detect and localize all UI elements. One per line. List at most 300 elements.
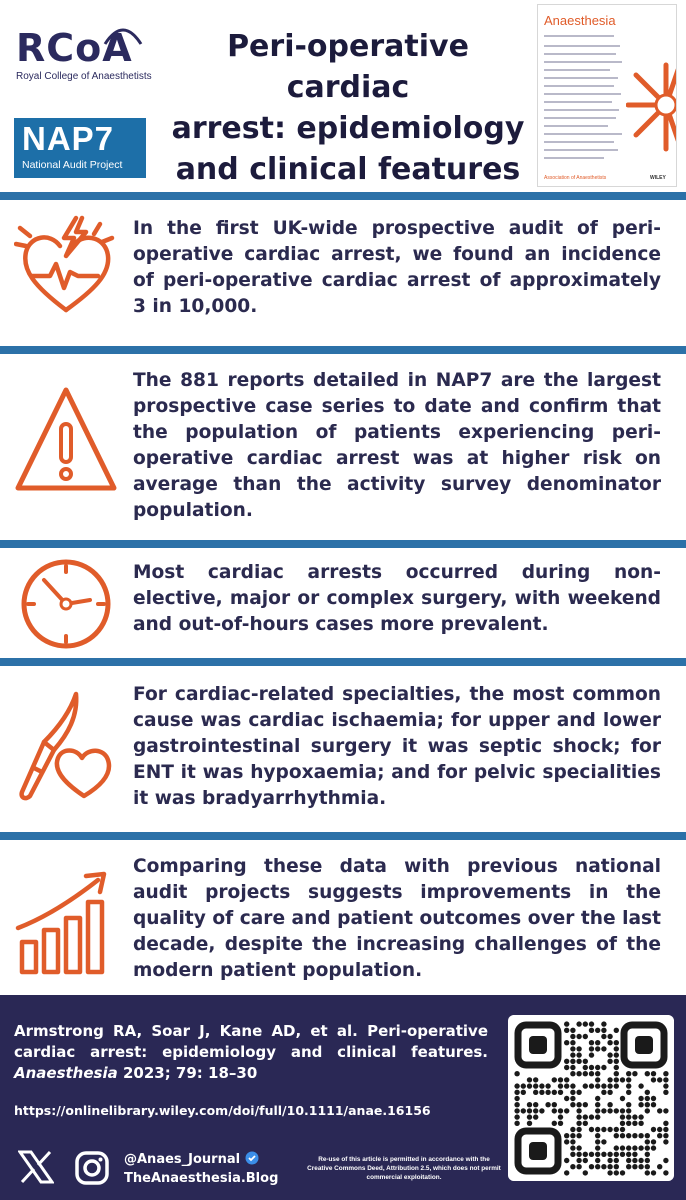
qr-module <box>645 1158 650 1163</box>
qr-module <box>595 1108 600 1113</box>
nap7-title: NAP7 <box>22 120 115 157</box>
qr-module <box>589 1065 594 1070</box>
qr-module <box>570 1127 575 1132</box>
qr-module <box>576 1090 581 1095</box>
qr-module <box>657 1108 662 1113</box>
qr-module <box>626 1077 631 1082</box>
qr-module <box>570 1090 575 1095</box>
qr-module <box>651 1170 656 1175</box>
qr-module <box>589 1021 594 1026</box>
qr-module <box>539 1083 544 1088</box>
qr-module <box>626 1083 631 1088</box>
qr-module <box>632 1133 637 1138</box>
qr-module <box>632 1145 637 1150</box>
qr-module <box>632 1071 637 1076</box>
qr-module <box>645 1071 650 1076</box>
qr-module <box>657 1127 662 1132</box>
journal-text-line <box>544 85 614 87</box>
instagram-icon[interactable] <box>74 1150 110 1186</box>
qr-module <box>620 1127 625 1132</box>
qr-module <box>645 1102 650 1107</box>
qr-module <box>620 1108 625 1113</box>
qr-module <box>595 1164 600 1169</box>
qr-module <box>607 1170 612 1175</box>
qr-module <box>576 1071 581 1076</box>
finding-section-1 <box>0 200 686 346</box>
qr-module <box>607 1158 612 1163</box>
journal-text-line <box>544 149 618 151</box>
qr-module <box>533 1108 538 1113</box>
qr-module <box>620 1077 625 1082</box>
qr-module <box>614 1040 619 1045</box>
qr-module <box>539 1108 544 1113</box>
qr-module <box>620 1114 625 1119</box>
finding-text-5: Comparing these data with previous national audit projects suggests improvements in the quality of care and patient outcomes over the last decade, despite the increasing challenges of the modern patient population. <box>133 856 661 981</box>
qr-module <box>589 1164 594 1169</box>
qr-module <box>595 1158 600 1163</box>
qr-module <box>533 1114 538 1119</box>
qr-module <box>589 1071 594 1076</box>
title-line-3: and clinical features <box>175 152 521 187</box>
qr-module <box>564 1028 569 1033</box>
qr-module <box>614 1158 619 1163</box>
qr-module <box>527 1121 532 1126</box>
qr-module <box>576 1046 581 1051</box>
journal-text-line <box>544 77 618 79</box>
qr-module <box>564 1108 569 1113</box>
qr-module <box>651 1145 656 1150</box>
qr-module <box>570 1083 575 1088</box>
qr-module <box>527 1114 532 1119</box>
qr-module <box>564 1083 569 1088</box>
qr-module <box>545 1090 550 1095</box>
qr-module <box>527 1108 532 1113</box>
qr-module <box>558 1121 563 1126</box>
qr-module <box>570 1164 575 1169</box>
qr-module <box>533 1090 538 1095</box>
journal-text-line <box>544 109 619 111</box>
verified-badge-icon <box>245 1151 259 1165</box>
qr-module <box>514 1083 519 1088</box>
qr-module <box>595 1040 600 1045</box>
qr-module <box>576 1164 581 1169</box>
qr-module <box>620 1133 625 1138</box>
qr-module <box>645 1108 650 1113</box>
qr-module <box>614 1059 619 1064</box>
qr-module <box>645 1133 650 1138</box>
journal-text-line <box>544 101 612 103</box>
qr-module <box>576 1052 581 1057</box>
qr-module <box>601 1021 606 1026</box>
qr-module <box>614 1052 619 1057</box>
qr-module <box>651 1127 656 1132</box>
qr-module <box>564 1158 569 1163</box>
qr-module <box>638 1121 643 1126</box>
qr-module <box>583 1158 588 1163</box>
qr-module <box>607 1090 612 1095</box>
qr-module <box>570 1145 575 1150</box>
journal-text-line <box>544 35 614 37</box>
qr-module <box>564 1096 569 1101</box>
qr-module <box>595 1102 600 1107</box>
qr-module <box>576 1133 581 1138</box>
qr-module <box>663 1127 668 1132</box>
page-title <box>168 26 528 190</box>
journal-text-line <box>544 61 622 63</box>
qr-module <box>626 1145 631 1150</box>
qr-module <box>570 1071 575 1076</box>
qr-module <box>651 1102 656 1107</box>
qr-module <box>638 1096 643 1101</box>
qr-module <box>651 1077 656 1082</box>
journal-sunburst-icon <box>626 45 677 165</box>
qr-module <box>607 1127 612 1132</box>
qr-module <box>607 1052 612 1057</box>
qr-module <box>552 1102 557 1107</box>
rcoa-subtitle: Royal College of Anaesthetists <box>16 71 152 82</box>
qr-module <box>570 1028 575 1033</box>
journal-title: Anaesthesia <box>544 13 616 28</box>
qr-module <box>638 1114 643 1119</box>
qr-module <box>595 1096 600 1101</box>
qr-module <box>583 1021 588 1026</box>
qr-module <box>583 1083 588 1088</box>
finding-text-2: The 881 reports detailed in NAP7 are the largest prospective case series to date and confirm that the population of patients experiencing peri-operative cardiac arrest was at higher risk on average than the activity survey denominator population. <box>133 370 661 521</box>
qr-module <box>663 1158 668 1163</box>
growth-chart-icon <box>14 868 118 978</box>
rcoa-arc-icon <box>103 22 143 46</box>
qr-module <box>614 1065 619 1070</box>
qr-module <box>595 1046 600 1051</box>
qr-module <box>589 1114 594 1119</box>
qr-module <box>527 1102 532 1107</box>
qr-module <box>564 1021 569 1026</box>
qr-module <box>626 1164 631 1169</box>
journal-text-line <box>544 117 616 119</box>
qr-module <box>514 1121 519 1126</box>
qr-module <box>583 1102 588 1107</box>
finding-section-3 <box>0 548 686 658</box>
qr-module <box>595 1065 600 1070</box>
finding-section-2 <box>0 354 686 540</box>
qr-module <box>545 1083 550 1088</box>
qr-module <box>576 1152 581 1157</box>
qr-module <box>614 1046 619 1051</box>
qr-module <box>645 1090 650 1095</box>
qr-module <box>632 1152 637 1157</box>
qr-module <box>521 1108 526 1113</box>
qr-module <box>601 1108 606 1113</box>
finding-text-4: For cardiac-related specialties, the most common cause was cardiac ischaemia; for upper and lower gastrointestinal surgery it was septic shock; for ENT it was hypoxaemia; and for pelvic specialities it was bradyarrhythmia. <box>133 684 661 809</box>
qr-module <box>614 1028 619 1033</box>
qr-module <box>632 1114 637 1119</box>
qr-module <box>632 1121 637 1126</box>
clock-icon <box>14 552 118 656</box>
qr-module <box>589 1046 594 1051</box>
qr-module <box>533 1083 538 1088</box>
qr-module <box>564 1077 569 1082</box>
qr-module <box>595 1083 600 1088</box>
qr-module <box>533 1102 538 1107</box>
qr-module <box>521 1083 526 1088</box>
qr-module <box>638 1164 643 1169</box>
qr-module <box>601 1034 606 1039</box>
qr-module <box>607 1077 612 1082</box>
qr-module <box>570 1040 575 1045</box>
qr-module <box>601 1127 606 1132</box>
section-divider <box>0 346 686 354</box>
qr-module <box>570 1152 575 1157</box>
qr-module <box>514 1090 519 1095</box>
qr-module <box>657 1164 662 1169</box>
qr-module <box>614 1145 619 1150</box>
qr-module <box>539 1090 544 1095</box>
qr-module <box>564 1065 569 1070</box>
qr-module <box>663 1077 668 1082</box>
qr-module <box>552 1108 557 1113</box>
citation-main: Armstrong RA, Soar J, Kane AD, et al. Peri-operative cardiac arrest: epidemiology and clinical features. <box>14 1022 488 1061</box>
qr-module <box>601 1083 606 1088</box>
qr-module <box>589 1028 594 1033</box>
citation-ref: 2023; 79: 18–30 <box>117 1064 258 1082</box>
qr-module <box>638 1133 643 1138</box>
social-handle[interactable] <box>124 1151 259 1167</box>
qr-module <box>595 1152 600 1157</box>
qr-module <box>558 1114 563 1119</box>
qr-module <box>663 1083 668 1088</box>
qr-module <box>601 1028 606 1033</box>
qr-module <box>601 1046 606 1051</box>
qr-module <box>657 1133 662 1138</box>
header <box>0 0 686 190</box>
qr-module <box>527 1077 532 1082</box>
qr-module <box>614 1108 619 1113</box>
qr-module <box>645 1096 650 1101</box>
qr-module <box>657 1077 662 1082</box>
qr-module <box>607 1164 612 1169</box>
qr-module <box>552 1077 557 1082</box>
qr-module <box>626 1158 631 1163</box>
qr-module <box>645 1170 650 1175</box>
qr-module <box>607 1040 612 1045</box>
qr-module <box>632 1158 637 1163</box>
qr-module <box>570 1052 575 1057</box>
qr-module <box>521 1090 526 1095</box>
qr-module <box>583 1065 588 1070</box>
qr-module <box>583 1114 588 1119</box>
license-text: Re-use of this article is permitted in accordance with the Creative Commons Deed, Attribution 2.5, which does not permit commercial exploitation. <box>307 1156 501 1181</box>
qr-module <box>601 1164 606 1169</box>
qr-module <box>614 1152 619 1157</box>
rcoa-logo-text: RCoA <box>16 26 133 70</box>
qr-module <box>607 1102 612 1107</box>
qr-module <box>595 1071 600 1076</box>
citation <box>14 1021 488 1084</box>
qr-module <box>589 1152 594 1157</box>
qr-module <box>595 1028 600 1033</box>
qr-module <box>589 1052 594 1057</box>
qr-module <box>576 1158 581 1163</box>
qr-module <box>570 1102 575 1107</box>
qr-module <box>558 1090 563 1095</box>
qr-module <box>626 1108 631 1113</box>
qr-module <box>527 1083 532 1088</box>
qr-module <box>626 1071 631 1076</box>
qr-module <box>514 1102 519 1107</box>
journal-publisher-right: WILEY <box>650 175 666 181</box>
qr-module <box>576 1127 581 1132</box>
qr-module <box>589 1127 594 1132</box>
qr-module <box>576 1034 581 1039</box>
x-twitter-icon[interactable] <box>18 1150 54 1184</box>
title-line-1: Peri-operative cardiac <box>227 29 469 105</box>
blog-link[interactable]: TheAnaesthesia.Blog <box>124 1171 279 1186</box>
journal-cover <box>537 4 677 187</box>
qr-module <box>626 1133 631 1138</box>
qr-module <box>626 1152 631 1157</box>
qr-module <box>583 1152 588 1157</box>
qr-module <box>614 1127 619 1132</box>
qr-module <box>576 1059 581 1064</box>
qr-module <box>626 1090 631 1095</box>
qr-module <box>595 1077 600 1082</box>
qr-module <box>514 1096 519 1101</box>
qr-module <box>533 1077 538 1082</box>
qr-module <box>570 1059 575 1064</box>
qr-module <box>614 1083 619 1088</box>
qr-module <box>651 1071 656 1076</box>
qr-module <box>638 1158 643 1163</box>
qr-module <box>614 1077 619 1082</box>
qr-module <box>626 1102 631 1107</box>
heart-lightning-icon <box>14 214 118 318</box>
qr-module <box>595 1145 600 1150</box>
section-divider <box>0 658 686 666</box>
qr-module <box>558 1083 563 1088</box>
qr-module <box>576 1114 581 1119</box>
qr-module <box>651 1139 656 1144</box>
title-line-2: arrest: epidemiology <box>171 111 525 146</box>
qr-module <box>583 1121 588 1126</box>
qr-module <box>583 1034 588 1039</box>
qr-module <box>589 1083 594 1088</box>
journal-text-line <box>544 157 604 159</box>
qr-module <box>601 1090 606 1095</box>
qr-module <box>558 1077 563 1082</box>
qr-module <box>626 1121 631 1126</box>
journal-text-line <box>544 45 620 47</box>
qr-module <box>607 1083 612 1088</box>
qr-module <box>583 1071 588 1076</box>
qr-module <box>645 1164 650 1169</box>
qr-module <box>638 1083 643 1088</box>
qr-module <box>632 1164 637 1169</box>
qr-module <box>663 1108 668 1113</box>
qr-module <box>583 1059 588 1064</box>
qr-module <box>663 1090 668 1095</box>
qr-module <box>595 1139 600 1144</box>
qr-module <box>638 1145 643 1150</box>
qr-module <box>620 1145 625 1150</box>
qr-module <box>638 1102 643 1107</box>
qr-module <box>564 1170 569 1175</box>
journal-text-line <box>544 93 621 95</box>
qr-module <box>663 1071 668 1076</box>
qr-module <box>570 1133 575 1138</box>
article-url-link[interactable]: https://onlinelibrary.wiley.com/doi/full/10.1111/anae.16156 <box>14 1103 431 1118</box>
qr-module <box>601 1139 606 1144</box>
qr-module <box>514 1071 519 1076</box>
qr-module <box>514 1114 519 1119</box>
qr-module <box>651 1096 656 1101</box>
qr-module <box>645 1152 650 1157</box>
qr-module <box>564 1139 569 1144</box>
finding-text-3: Most cardiac arrests occurred during non-elective, major or complex surgery, with weekend and out-of-hours cases more prevalent. <box>133 562 661 635</box>
qr-module <box>607 1059 612 1064</box>
qr-module <box>564 1133 569 1138</box>
nap7-logo <box>14 118 146 178</box>
qr-module <box>564 1040 569 1045</box>
qr-module <box>595 1127 600 1132</box>
qr-module <box>570 1139 575 1144</box>
qr-module <box>570 1034 575 1039</box>
qr-module <box>576 1102 581 1107</box>
journal-text-line <box>544 125 608 127</box>
qr-module <box>601 1152 606 1157</box>
qr-module <box>614 1170 619 1175</box>
qr-module <box>620 1096 625 1101</box>
qr-module <box>663 1133 668 1138</box>
qr-code[interactable] <box>508 1015 674 1181</box>
qr-module <box>583 1170 588 1175</box>
qr-module <box>576 1145 581 1150</box>
journal-text-line <box>544 133 622 135</box>
qr-module <box>545 1102 550 1107</box>
warning-triangle-icon <box>14 384 118 500</box>
social-handle-text[interactable]: @Anaes_Journal <box>124 1152 241 1167</box>
qr-module <box>558 1108 563 1113</box>
qr-module <box>620 1121 625 1126</box>
qr-module <box>663 1170 668 1175</box>
finding-text-1: In the first UK-wide prospective audit of peri-operative cardiac arrest, we found an incidence of peri-operative cardiac arrest of approximately 3 in 10,000. <box>133 218 661 317</box>
qr-module <box>645 1139 650 1144</box>
qr-module <box>607 1152 612 1157</box>
journal-text-line <box>544 53 616 55</box>
finding-section-5 <box>0 840 686 995</box>
journal-text-line <box>544 69 610 71</box>
qr-module <box>645 1145 650 1150</box>
qr-module <box>595 1133 600 1138</box>
qr-module <box>570 1096 575 1101</box>
qr-module <box>552 1090 557 1095</box>
qr-module <box>576 1108 581 1113</box>
qr-module <box>552 1121 557 1126</box>
nap7-subtitle: National Audit Project <box>22 159 123 171</box>
qr-module <box>570 1065 575 1070</box>
qr-module <box>614 1164 619 1169</box>
qr-module <box>601 1065 606 1070</box>
qr-module <box>514 1108 519 1113</box>
scalpel-heart-icon <box>14 688 118 808</box>
citation-journal: Anaesthesia <box>14 1064 118 1082</box>
qr-module <box>576 1021 581 1026</box>
qr-module <box>620 1170 625 1175</box>
qr-module <box>620 1152 625 1157</box>
qr-module <box>576 1121 581 1126</box>
qr-module <box>589 1040 594 1045</box>
qr-module <box>595 1114 600 1119</box>
section-divider <box>0 832 686 840</box>
